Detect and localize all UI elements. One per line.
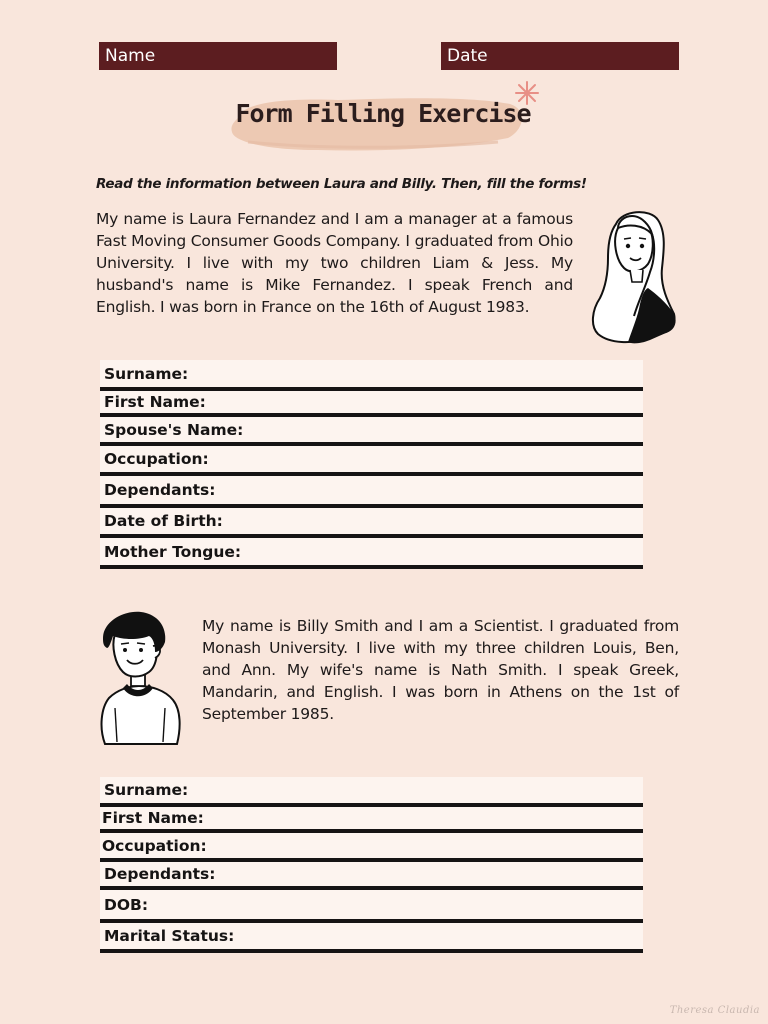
sparkle-icon: [514, 80, 540, 106]
laura-mother-tongue-field[interactable]: Mother Tongue:: [100, 538, 643, 569]
billy-paragraph: My name is Billy Smith and I am a Scientist. I graduated from Monash University. I live with my three children Louis, Ben, and Ann. My wife's name is Nath Smith. I speak Greek, Mandarin, and English. I was born in Athens on the 1st of September 1985.: [202, 617, 679, 723]
billy-marital-status-field[interactable]: Marital Status:: [100, 923, 643, 953]
title-banner: [228, 86, 548, 152]
laura-avatar: [588, 206, 684, 348]
billy-dob-field[interactable]: DOB:: [100, 890, 643, 923]
name-field[interactable]: Name: [99, 42, 337, 70]
billy-avatar: [93, 608, 185, 750]
instructions: Read the information between Laura and Billy. Then, fill the forms!: [96, 176, 587, 192]
billy-occupation-field[interactable]: Occupation:: [100, 833, 643, 862]
billy-surname-field[interactable]: Surname:: [100, 777, 643, 807]
laura-first-name-field[interactable]: First Name:: [100, 391, 643, 417]
laura-surname-field[interactable]: Surname:: [100, 360, 643, 391]
billy-first-name-field[interactable]: First Name:: [100, 807, 643, 833]
date-field[interactable]: Date: [441, 42, 679, 70]
laura-dependants-field[interactable]: Dependants:: [100, 476, 643, 508]
laura-occupation-field[interactable]: Occupation:: [100, 446, 643, 476]
page-title: Form Filling Exercise: [235, 99, 531, 128]
laura-date-of-birth-field[interactable]: Date of Birth:: [100, 508, 643, 538]
laura-paragraph: My name is Laura Fernandez and I am a manager at a famous Fast Moving Consumer Goods Company. I graduated from Ohio University. I live with my two children Liam & Jess. My husband's name is Mike Fernandez. I speak French and English. I was born in France on the 16th of August 1983.: [96, 210, 573, 316]
billy-dependants-field[interactable]: Dependants:: [100, 862, 643, 890]
author-signature: Theresa Claudia: [669, 1005, 760, 1016]
laura-spouse-name-field[interactable]: Spouse's Name:: [100, 417, 643, 446]
